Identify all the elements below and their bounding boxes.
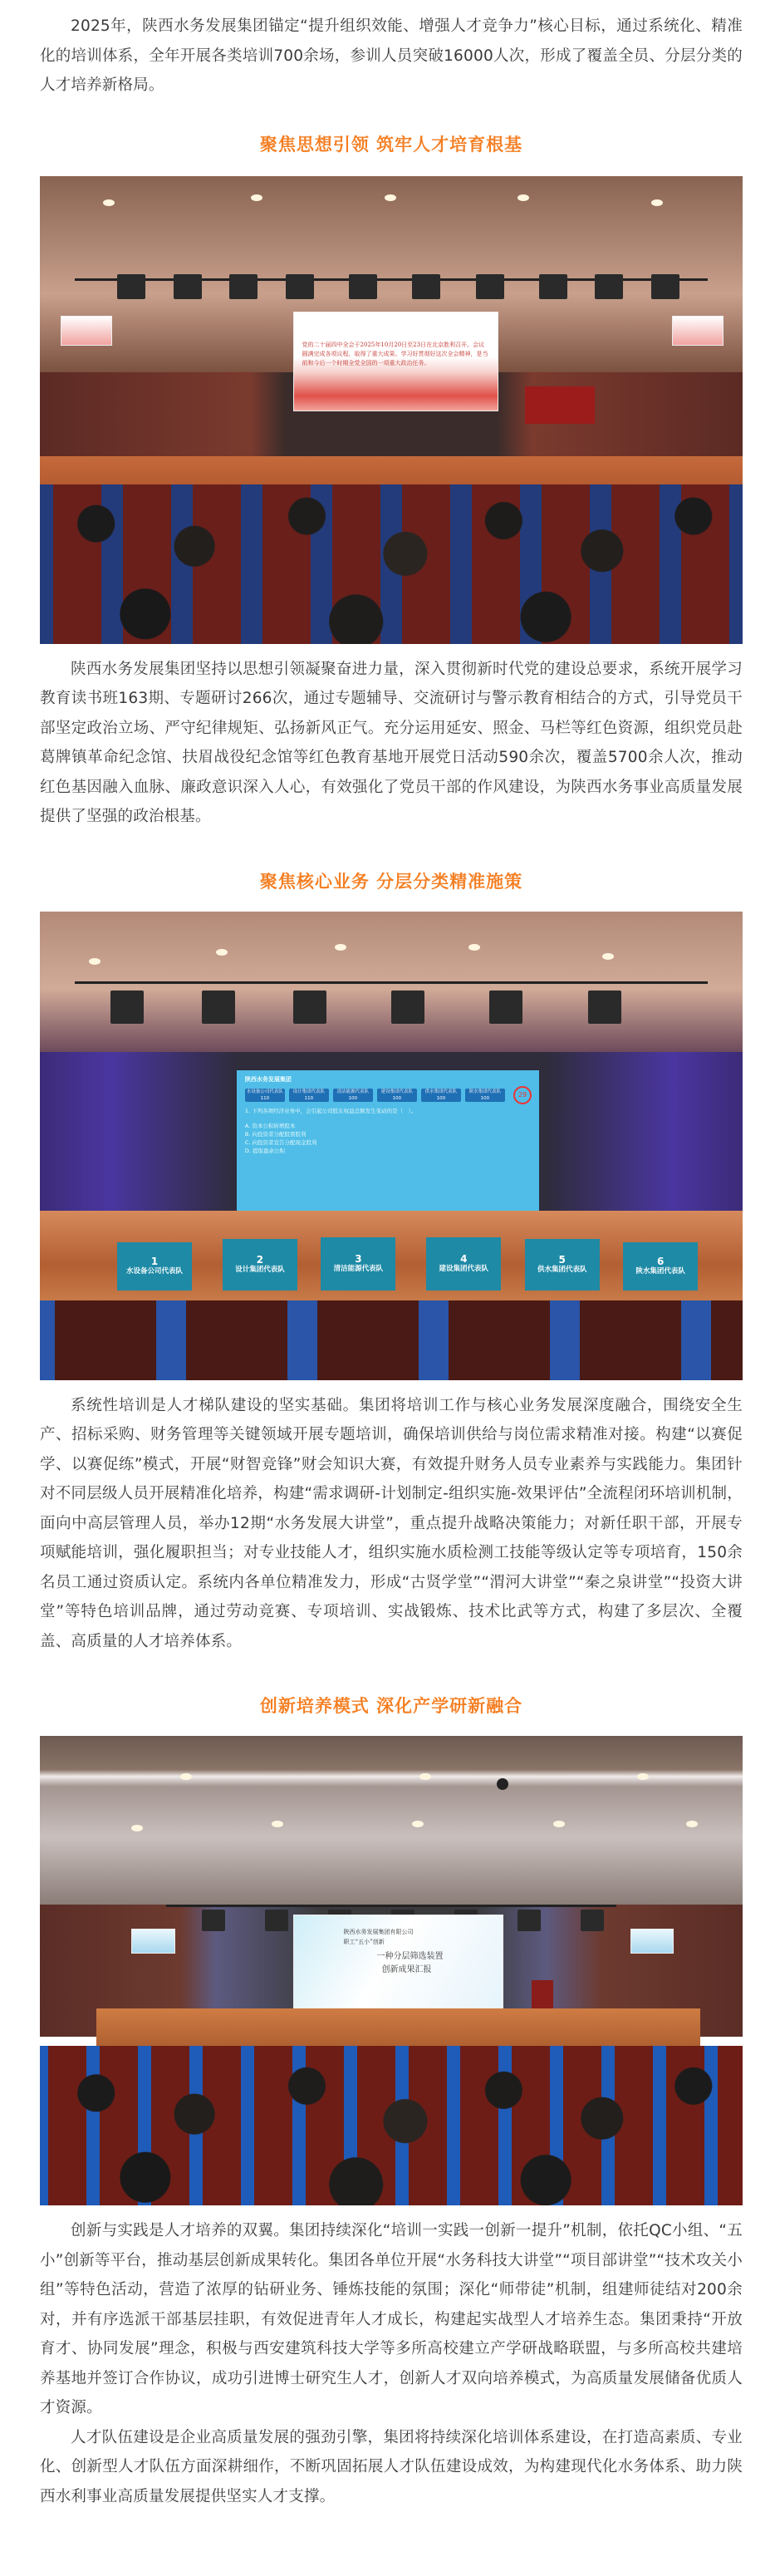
ceiling-light [272,1821,283,1827]
team-desk: 5 供水集团代表队 [525,1239,600,1290]
section-paragraph: 系统性培训是人才梯队建设的坚实基础。集团将培训工作与核心业务发展深度融合，围绕安全生产、招标采购、财务管理等关键领域开展专题培训，确保培训供给与岗位需求精准对接。构建“以赛促学、以赛促练”模式，开展“财智竞锋”财会知识大赛，有效提升财务人员专业素养与实践能力。集团针对不同层级人员开展精准化培养，构建“需求调研-计划制定-组织实施-效果评估”全流程闭环培训机制，面向中高层管理人员，举办12期“水务发展大讲堂”，重点提升战略决策能力；对新任职干部，开展专项赋能培训，强化履职担当；对专业技能人才，组织实施水质检测工技能等级认定等专项培育，150余名员工通过资质认定。系统内各单位精准发力，形成“古贤学堂”“渭河大讲堂”“秦之泉讲堂”“投资大讲堂”等特色培训品牌，通过劳动竞赛、专项培训、实战锻炼、技术比武等方式，构建了多层次、全覆盖、高质量的人才培养体系。 [40,1396,743,1650]
speaker-table [525,386,596,424]
ceiling-light [686,1821,698,1827]
stage-spotlight [110,991,144,1024]
ceiling-light [651,199,663,206]
stage-spotlight [412,274,440,299]
scoreboard [245,1086,531,1104]
projection-screen [293,312,498,411]
ceiling-light [251,194,262,201]
stage-spotlight [476,274,504,299]
section-paragraph: 创新与实践是人才培养的双翼。集团持续深化“培训一实践一创新一提升”机制，依托QC小组、“五小”创新等平台，推动基层创新成果转化。集团各单位开展“水务科技大讲堂”“项目部讲堂”“技术攻关小组”等特色活动，营造了浓厚的钻研业务、锤炼技能的氛围；深化“师带徒”机制，组建师徒结对200余对，并有序选派干部基层挂职，有效促进青年人才成长，构建起实战型人才培养生态。集团秉持“开放育才、协同发展”理念，积极与西安建筑科技大学等多所高校建立产学研战略联盟，与多所高校共建培养基地并签订合作协议，成功引进博士研究生人才，创新人才双向培养模式，为高质量发展储备优质人才资源。 [40,2222,743,2416]
ceiling-light [468,944,480,951]
audience [40,2065,743,2206]
stage-spotlight [286,274,314,299]
side-monitor-right [630,1929,674,1954]
screen-title: 陕西水务发展集团 [244,1076,292,1084]
ceiling-light [216,949,228,956]
answer-option: B. 向投资者分配股票股利 [244,1131,307,1138]
score-box: 供水集团代表队 100 [421,1089,461,1102]
slide-line: 创新成果汇报 [381,1964,432,1974]
ceiling-light [89,958,101,965]
lighting-rail [75,981,707,984]
answer-option: D. 提取盈余公积 [244,1148,286,1155]
contestant-desks [40,1169,743,1291]
projection-screen [293,1915,504,2008]
score-box: 清洁能源代表队 100 [333,1089,373,1102]
score-box: 陕水集团代表队 100 [465,1089,505,1102]
stage-spotlight [229,274,258,299]
photo-innovation-report [40,1736,743,2205]
security-camera [497,1778,508,1790]
photo-study-session [40,176,743,644]
stage-spotlight [174,274,202,299]
countdown-timer: 29 [513,1086,532,1104]
team-desk: 4 建设集团代表队 [426,1237,501,1290]
stage-spotlight [202,1910,225,1931]
slide-line: 陕西水务发展集团有限公司 [343,1928,414,1935]
ceiling-light [385,194,396,201]
score-box: 建设集团代表队 100 [377,1089,417,1102]
ceiling-light [412,1821,424,1827]
slide-text: 党的二十届四中全会于2025年10月20日至23日在北京胜利召开。会议圆满完成各项议程，取得了重大成果。学习好贯彻好这次全会精神，是当前和今后一个时期全党全国的一项重大政治任务。 [302,341,488,366]
stage-spotlight [202,991,235,1024]
answer-option: C. 向投资者宣告分配现金股利 [244,1139,317,1147]
section-heading-core-business: 聚焦核心业务 分层分类精准施策 [259,871,523,892]
question-text: 1. 下列各项经济业务中，会引起公司股东权益总额发生变动的是（ ）。 [244,1108,417,1115]
slide-line: 职工“五小”创新 [343,1938,385,1945]
ceiling-light [553,1821,565,1827]
stage-spotlight [391,991,424,1024]
stage-spotlight [293,991,326,1024]
ceiling-light [103,199,115,206]
closing-paragraph: 人才队伍建设是企业高质量发展的强劲引擎，集团将持续深化培训体系建设，在打造高素质、专业化、创新型人才队伍方面深耕细作，不断巩固拓展人才队伍建设成效，为构建现代化水务体系、助力陕西水利事业高质量发展提供坚实人才支撑。 [40,2428,743,2505]
intro-paragraph: 2025年，陕西水务发展集团锚定“提升组织效能、增强人才竞争力”核心目标，通过系统化、精准化的培训体系，全年开展各类培训700余场，参训人员突破16000人次，形成了覆盖全员、分层分类的人才培养新格局。 [40,17,743,94]
stage-spotlight [588,991,621,1024]
stage-spotlight [265,1910,288,1931]
section-heading-innovation: 创新培养模式 深化产学研新融合 [259,1696,523,1716]
slide-line: 一种分层筛选装置 [376,1951,444,1961]
section-heading-ideology: 聚焦思想引领 筑牢人才培育根基 [259,134,523,155]
stage-spotlight [651,274,679,299]
team-desk: 6 陕水集团代表队 [623,1242,698,1290]
answer-option: A. 资本公积转增股本 [244,1123,296,1130]
team-desk: 1 水设备公司代表队 [117,1242,192,1290]
side-monitor-left [61,316,111,346]
stage-spotlight [517,1910,541,1931]
stage-spotlight [581,1910,604,1931]
lighting-rail [166,1905,616,1907]
score-box: 设计集团代表队 110 [289,1089,329,1102]
score-box: 水设备公司代表队 110 [246,1089,283,1101]
stage-spotlight [539,274,567,299]
ceiling [40,1736,743,1905]
stage-spotlight [349,274,377,299]
stage-spotlight [489,991,522,1024]
audience [40,494,743,643]
front-row-seats [40,1300,743,1380]
team-desk: 2 设计集团代表队 [223,1239,297,1290]
stage-spotlight [117,274,145,299]
side-monitor-right [672,316,723,346]
section-paragraph: 陕西水务发展集团坚持以思想引领凝聚奋进力量，深入贯彻新时代党的建设总要求，系统开展学习教育读书班163期、专题研讨266次，通过专题辅导、交流研讨与警示教育相结合的方式，引导党员干部坚定政治立场、严守纪律规矩、弘扬新风正气。充分运用延安、照金、马栏等红色资源，组织党员赴葛牌镇革命纪念馆、扶眉战役纪念馆等红色教育基地开展党日活动590余次，覆盖5700余人次，推动红色基因融入血脉、廉政意识深入人心，有效强化了党员干部的作风建设，为陕西水务事业高质量发展提供了坚强的政治根基。 [40,660,743,825]
side-monitor-left [131,1929,175,1954]
team-desk: 3 清洁能源代表队 [321,1237,395,1290]
stage-spotlight [595,274,623,299]
photo-knowledge-competition [40,912,743,1380]
